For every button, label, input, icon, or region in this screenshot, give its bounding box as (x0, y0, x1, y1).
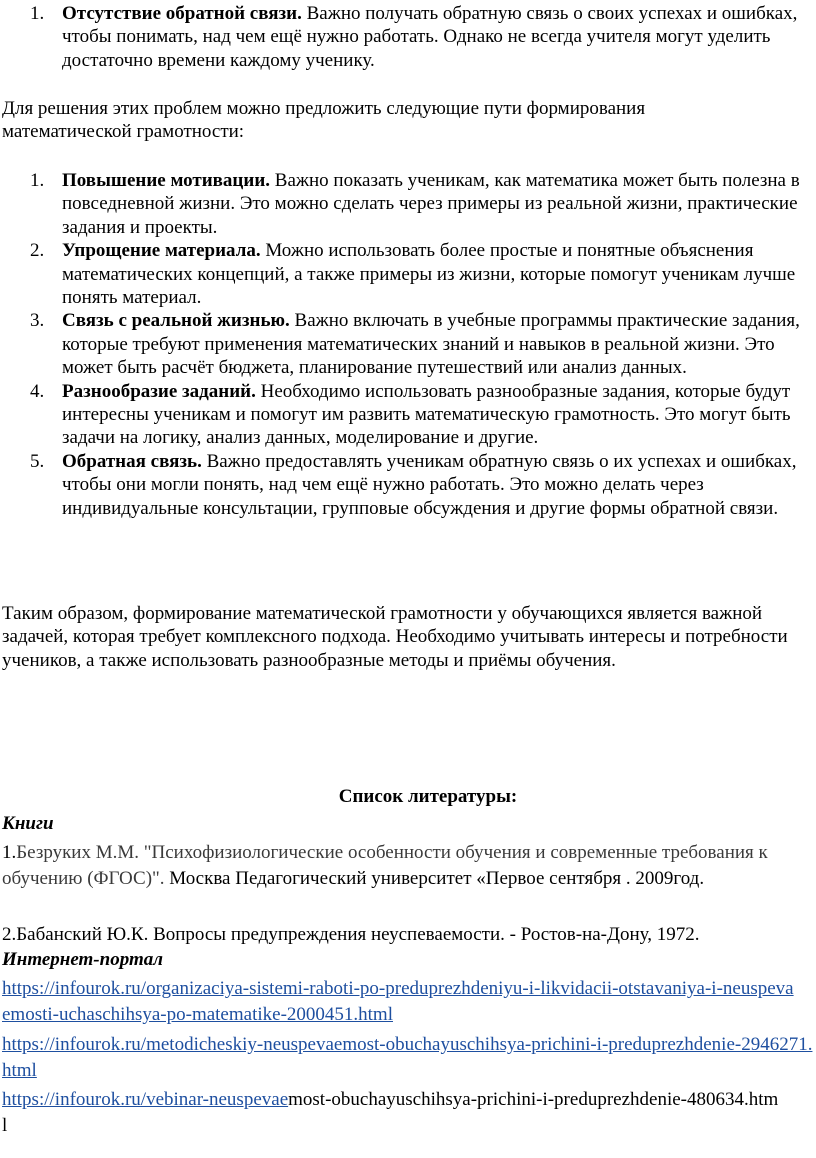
list-item-number: 1. (30, 170, 45, 191)
conclusion-paragraph: Таким образом, формирование математической грамотности у обучающихся является важной задачей, которая требует комплексного подхода. Необходимо учитывать интересы и потребности учеников, а также использовать разнообразные методы и приёмы обучения. (2, 603, 788, 671)
list-item-number: 5. (30, 450, 45, 472)
list-item-text: Можно использовать более простые и понятные объяснения математических концепций, а также примеры из жизни, которые помогут ученикам лучше понять материал. (62, 240, 796, 309)
references-title: Список литературы: (338, 786, 518, 807)
list-item-number: 4. (30, 380, 45, 402)
list-item (0, 450, 800, 520)
list-item-title: Связь с реальной жизнью. (62, 310, 290, 332)
internet-label-text: Интернет-портал (2, 949, 163, 970)
list-item (0, 239, 800, 309)
book-title: Безруких М.М. "Психофизиологические особенности обучения и современные требования к обучению (ФГОС)". (2, 842, 768, 889)
list-item-text: Важно показать ученикам, как математика может быть полезна в повседневной жизни. Это можно сделать через примеры из реальной жизни, практические задания и проекты. (62, 170, 800, 238)
book-reference-1 (0, 840, 814, 892)
book-reference-2: 2.Бабанский Ю.К. Вопросы предупреждения неуспеваемости. - Ростов-на-Дону, 1972. (2, 924, 700, 945)
list-item-title: Обратная связь. (62, 450, 202, 472)
list-item (0, 380, 800, 450)
list-item-title: Разнообразие заданий. (62, 380, 256, 402)
list-item (0, 169, 800, 239)
list-item (0, 309, 800, 379)
list-item-number: 3. (30, 310, 45, 332)
internet-label (2, 948, 163, 972)
problems-list (0, 2, 800, 72)
reference-link[interactable]: https://infourok.ru/metodicheskiy-neuspevaemost-obuchayuschihsya-prichini-i-preduprezhdenie-2946271.html (2, 1034, 813, 1081)
list-item (0, 2, 800, 72)
book-number: 1. (2, 842, 17, 863)
list-item-number: 2. (30, 240, 45, 262)
list-item-title: Повышение мотивации. (62, 170, 271, 191)
list-item-text: Важно предоставлять ученикам обратную связь о их успехах и ошибках, чтобы они могли понять, над чем ещё нужно работать. Это можно делать через индивидуальные консультации, групповые обсуждения и другие формы обратной связи. (62, 450, 797, 519)
solutions-list (0, 169, 800, 520)
list-item-title: Отсутствие обратной связи. (62, 3, 302, 24)
list-item-text: Необходимо использовать разнообразные задания, которые будут интересны ученикам и помогут им развить математическую грамотность. Это могут быть задачи на логику, анализ данных, моделирование и другие. (62, 380, 791, 449)
link-reference-3 (0, 1087, 782, 1139)
intro-paragraph: Для решения этих проблем можно предложить следующие пути формирования математической грамотности: (2, 98, 646, 143)
list-item-title: Упрощение материала. (62, 240, 261, 262)
reference-link[interactable]: https://infourok.ru/vebinar-neuspevae (2, 1089, 289, 1110)
link-reference-2 (0, 1032, 816, 1084)
link-reference-1 (0, 976, 802, 1028)
books-label (2, 812, 54, 836)
books-label-text: Книги (2, 813, 54, 834)
list-item-text: Важно включать в учебные программы практические задания, которые требуют применения математических знаний и навыков в реальной жизни. Это может быть расчёт бюджета, планирование путешествий или анализ данных. (62, 310, 800, 379)
reference-link[interactable]: https://infourok.ru/organizaciya-sistemi-raboti-po-preduprezhdeniyu-i-likvidacii-otstavaniya-i-neuspevaemosti-uchaschihsya-po-matematike-2000451.html (2, 978, 794, 1025)
book-publisher: Москва Педагогический университет «Первое сентября . 2009год. (164, 868, 705, 889)
reference-link-tail: most-obuchayuschihsya-prichini-i-preduprezhdenie-480634.html (2, 1089, 779, 1136)
list-item-text: Важно получать обратную связь о своих успехах и ошибках, чтобы понимать, над чем ещё нужно работать. Однако не всегда учителя могут уделить достаточно времени каждому ученику. (62, 3, 798, 71)
list-item-number: 1. (30, 3, 45, 24)
